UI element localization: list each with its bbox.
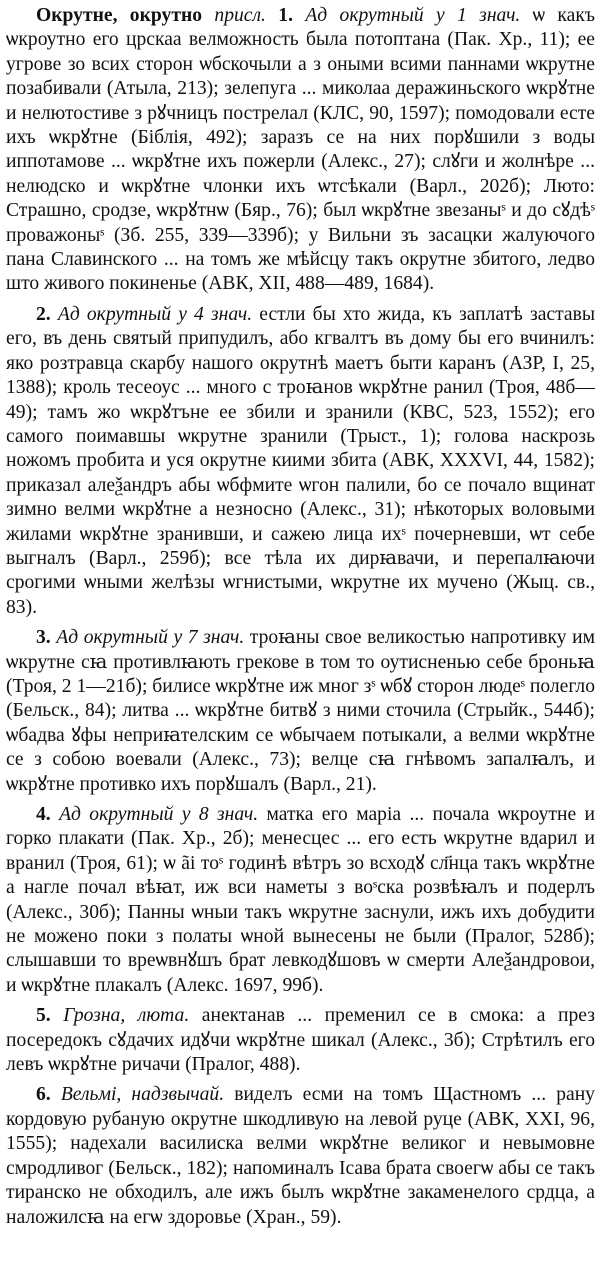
sense-3-paragraph: [6, 626, 595, 797]
sense-5-paragraph: [6, 1004, 595, 1077]
sense-1-number: 1.: [278, 5, 293, 26]
sense-4-definition: Ад окрутный: [59, 804, 174, 825]
sense-6-definition: Вельмі, надзвычай.: [60, 1084, 225, 1106]
sense-1-paragraph: [6, 4, 595, 297]
sense-3-number: 3.: [36, 627, 51, 649]
sense-3-reference: у 7 знач.: [173, 627, 245, 649]
sense-4-number: 4.: [36, 804, 51, 825]
part-of-speech: присл.: [214, 5, 266, 26]
sense-2-number: 2.: [36, 303, 51, 325]
sense-5-definition: Грозна, люта.: [63, 1005, 190, 1027]
sense-6-paragraph: [6, 1083, 595, 1229]
sense-5-citations: анектанав ... пременил се в смока: а през посередокъ сꙋдачих идꙋчи ѡкрꙋтне шикал (Алекс., 3б); Стрѣтилъ его левъ ѡкрꙋтне ричачи (Пралог, 488).: [6, 1005, 595, 1076]
sense-1-reference: у 1 знач.: [436, 5, 521, 26]
sense-3-definition: Ад окрутный: [56, 627, 168, 649]
sense-1-definition: Ад окрутный: [305, 5, 424, 26]
sense-4-citations: матка его маріа ... почала ѡкроутне и горко плакати (Пак. Хр., 2б); менесцес ... его есть ѡкрутне вдарил и вранил (Троя, 61); ѡ ãі тоˢ годинѣ вѣтръ зо всходꙋ сл҃нца такъ ѡкрꙋтне а нагле почал вѣꙗт, иж вси наметы з воˢска розвѣꙗлъ и подерлъ (Алекс., 30б); Панны ѡныи такъ ѡкрутне заснули, ижъ ихъ добудити не можено поки з полаты ѡной вынесены не были (Пралог, 528б); слышавши то вреѡвнꙋшъ брат левкодꙋшовъ ѡ смерти Алеѯандровои, и ѡкрꙋтне плакалъ (Алекс. 1697, 99б).: [6, 804, 595, 996]
sense-5-number: 5.: [36, 1005, 51, 1027]
sense-4-reference: у 8 знач.: [181, 804, 259, 825]
sense-2-paragraph: [6, 303, 595, 620]
sense-1-citations: ѡ какъ ѡкроутно его црскаа велможность была потоптана (Пак. Хр., 11); ее угрове зо всих сторон ѡбскочыли а з оными всими паннами ѡкрутне позабивали (Атыла, 213); зелепуга ... миколаа деражиньского ѡкрꙋтне и нелютостиве з рꙋчницъ пострелал (КЛС, 90, 1597); помодовали есте ихъ ѡкрꙋтне (Біблія, 492); заразъ се на них порꙋшили з воды иппотамове ... ѡкрꙋтне ихъ пожерли (Алекс., 27); слꙋги и жолнѣре ... нелюдско и ѡкрꙋтне члонки ихъ ѡтсѣкали (Варл., 202б); Люто: Страшно, сродзе, ѡкрꙋтнѡ (Бяр., 76); был ѡкрꙋтне звезаныˢ и до сꙋдѣˢ проважоныˢ (Зб. 255, 339—339б); у Вильни зъ засацки жалуючого пана Славинского ... на томъ же мѣйсцу такъ окрутне збитого, ледво што живого покиненье (АВК, XII, 488—489, 1684).: [6, 5, 595, 295]
sense-4-paragraph: [6, 803, 595, 998]
sense-3-citations: троꙗны свое великостью напротивку им ѡкрутне сꙗ противлꙗють грекове в том то оутисненью себе броньꙗ (Троя, 2 1—21б); билисе ѡкрꙋтне иж мног зˢ ѡбꙋ сторон людеˢ полегло (Бельск., 84); литва ... ѡкрꙋтне битвꙋ з ними сточила (Стрыйк., 544б); ѡбадва ꙋфы неприꙗтелским се ѡбычаем потыкали, а велми ѡкрꙋтне се з собою воевали (Алекс., 73); велце сꙗ гнѣвомъ запалꙗлъ, и ѡкрꙋтне противко ихъ порꙋшалъ (Варл., 21).: [6, 627, 595, 795]
headword: Окрутне, окрутно: [36, 5, 203, 26]
sense-2-citations: естли бы хто жида, къ заплатѣ заставы его, въ день святый припудилъ, або кгвалтъ въ дому бы его вчинилъ: яко розтравца скарбу нашого окрутнѣ маетъ быти каранъ (АЗР, I, 25, 1388); кроль тесеоус ... много с троꙗнов ѡкрꙋтне ранил (Троя, 48б—49); тамъ жо ѡкрꙋтъне ее збили и зранили (КВС, 523, 1552); его самого поимавшы ѡкрутне зранили (Трыст., 1); голова наскрозь ножомъ пробита и уся окрутне киими збита (АВК, XXXVI, 44, 1582); приказал алеѯандръ абы ѡбфмите ѡгон палили, бо се почало вщинат зимно велми ѡкрꙋтне а незносно (Алекс., 31); нѣкоторых воловыми жилами ѡкрꙋтне зранивши, и сажею лица ихˢ почерневши, ѡт себе выгналъ (Варл., 259б); все тѣла их дирꙗвачи, и перепалꙗючи срогими ѡными желѣзы ѡгнистыми, ѡкрутне их мучено (Жыц. св., 83).: [6, 303, 596, 618]
sense-2-reference: у 4 знач.: [178, 303, 253, 325]
sense-6-citations: виделъ есми на томъ Щастномъ ... рану кордовую рубаную окрутне шкодливую на левой руце (АВК, XXI, 96, 1555); надехали василиска велми ѡкрꙋтне великог и невымовне смродливог (Бельск., 182); напоминалъ Ісава брата своегѡ абы се такъ тиранско не обходилъ, але ижъ былъ ѡкрꙋтне закаменелого срдца, а наложилсꙗ на егѡ здоровье (Хран., 59).: [6, 1084, 595, 1228]
sense-6-number: 6.: [36, 1084, 51, 1106]
sense-2-definition: Ад окрутный: [57, 303, 172, 325]
